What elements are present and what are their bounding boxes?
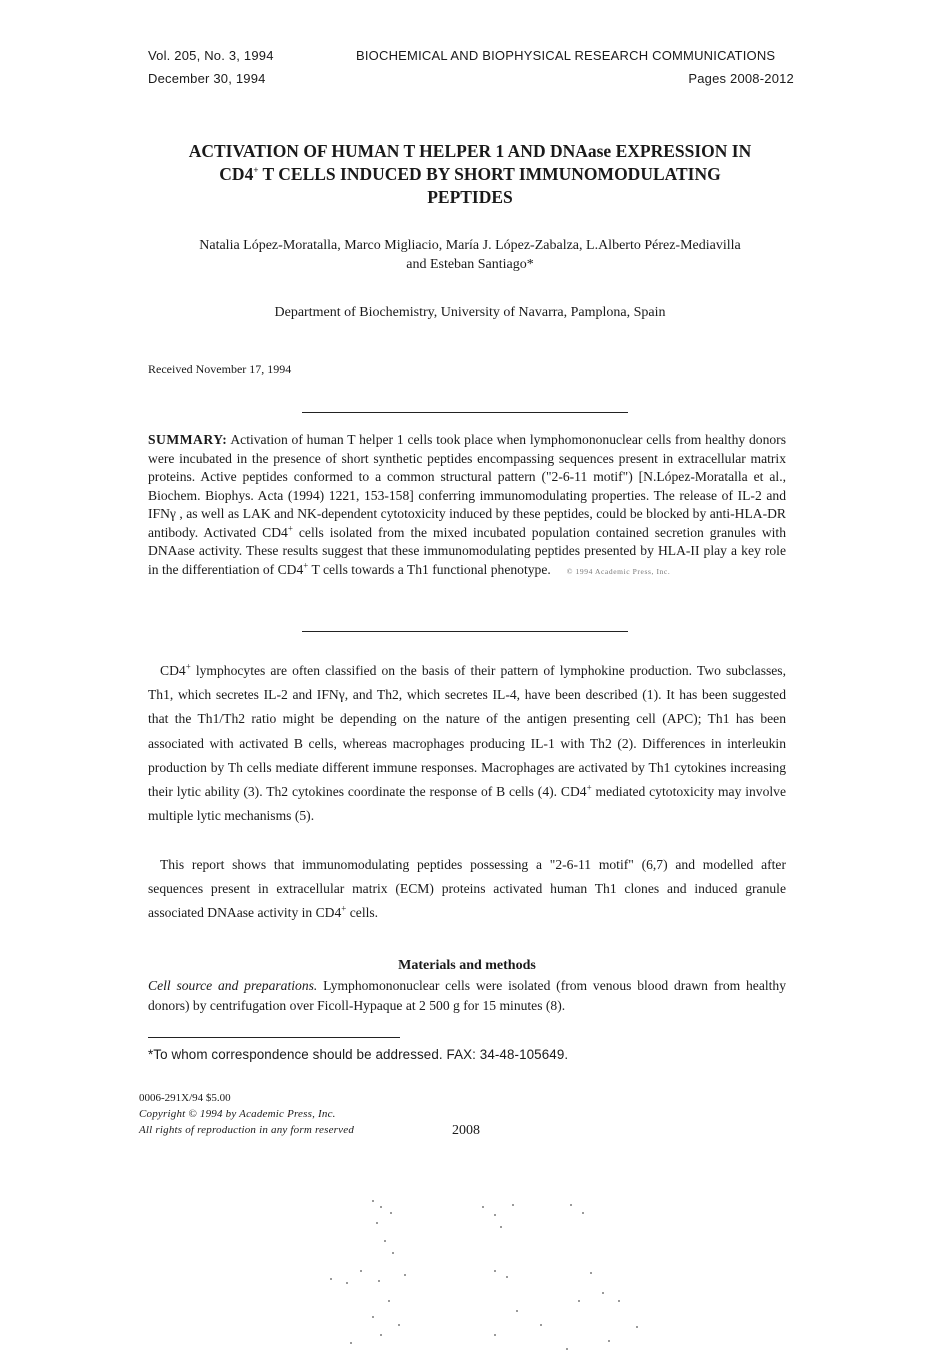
title-line-2: CD4+ T CELLS INDUCED BY SHORT IMMUNOMODULATING — [219, 164, 721, 184]
affiliation: Department of Biochemistry, University of Navarra, Pamplona, Spain — [274, 305, 666, 320]
page-number: 2008 — [452, 1123, 480, 1138]
title-line-3: PEPTIDES — [427, 187, 513, 207]
page-range: Pages 2008-2012 — [688, 71, 794, 86]
rights-line: All rights of reproduction in any form reserved — [139, 1124, 355, 1136]
copyright-line: Copyright © 1994 by Academic Press, Inc. — [139, 1108, 336, 1120]
methods-subheading: Cell source and preparations. — [148, 978, 318, 993]
journal-name: BIOCHEMICAL AND BIOPHYSICAL RESEARCH COMMUNICATIONS — [356, 48, 776, 63]
title-line-1: ACTIVATION OF HUMAN T HELPER 1 AND DNAase EXPRESSION IN — [188, 141, 752, 161]
summary-label: SUMMARY: — [148, 432, 228, 447]
intro-paragraph-2: This report shows that immunomodulating peptides possessing a "2-6-11 motif" (6,7) and modelled after sequences present in extracellular matrix (ECM) proteins activated human Th1 clones and induced granule associated DNAase activity in CD4+ cells. — [148, 857, 786, 921]
volume-info: Vol. 205, No. 3, 1994 — [148, 48, 274, 63]
methods-heading: Materials and methods — [398, 958, 536, 973]
methods-paragraph: Cell source and preparations. Lymphomononuclear cells were isolated (from venous blood drawn from healthy donors) by centrifugation over Ficoll-Hypaque at 2 500 g for 15 minutes (8). — [148, 978, 787, 1013]
authors-line-1: Natalia López-Moratalla, Marco Migliacio, María J. López-Zabalza, L.Alberto Pérez-Mediavilla — [199, 238, 741, 253]
summary-abstract: SUMMARY: Activation of human T helper 1 cells took place when lymphomononuclear cells from healthy donors were incubated in the presence of short synthetic peptides encompassing sequences present in extracellular matrix proteins. Active peptides conformed to a common structural pattern ("2-6-11 motif") [N.López-Moratalla et al., Biochem. Biophys. Acta (1994) 1221, 153-158] conferring immunomodulating properties. The release of IL-2 and IFNγ , as well as LAK and NK-dependent cytotoxicity induced by these peptides, could be blocked by anti-HLA-DR antibody. Activated CD4+ cells isolated from the mixed incubated population contained secretion granules with DNAase activity. These results suggest that these immunomodulating peptides presented by HLA-II play a key role in the differentiation of CD4+ T cells towards a Th1 functional phenotype. © 1994 Academic Press, Inc. — [148, 432, 787, 577]
publisher-stamp: © 1994 Academic Press, Inc. — [566, 566, 671, 576]
authors-line-2: and Esteban Santiago* — [406, 257, 534, 272]
intro-paragraph-1: CD4+ lymphocytes are often classified on the basis of their pattern of lymphokine production. Two subclasses, Th1, which secretes IL-2 and IFNγ, and Th2, which secretes IL-4, have been described (1). It has been suggested that the Th1/Th2 ratio might be depending on the nature of the antigen presenting cell (APC); Th1 has been associated with activated B cells, whereas macrophages producing IL-1 with Th2 (2). Differences in interleukin production by Th cells mediate different immune responses. Macrophages are activated by Th1 cytokines increasing their lytic ability (3). Th2 cytokines coordinate the response of B cells (4). CD4+ mediated cytotoxicity may involve multiple lytic mechanisms (5). — [148, 661, 786, 824]
received-date: Received November 17, 1994 — [148, 362, 292, 376]
issue-date: December 30, 1994 — [148, 71, 266, 86]
issn-price: 0006-291X/94 $5.00 — [139, 1092, 231, 1104]
correspondence-footnote: *To whom correspondence should be addressed. FAX: 34-48-105649. — [148, 1047, 569, 1062]
